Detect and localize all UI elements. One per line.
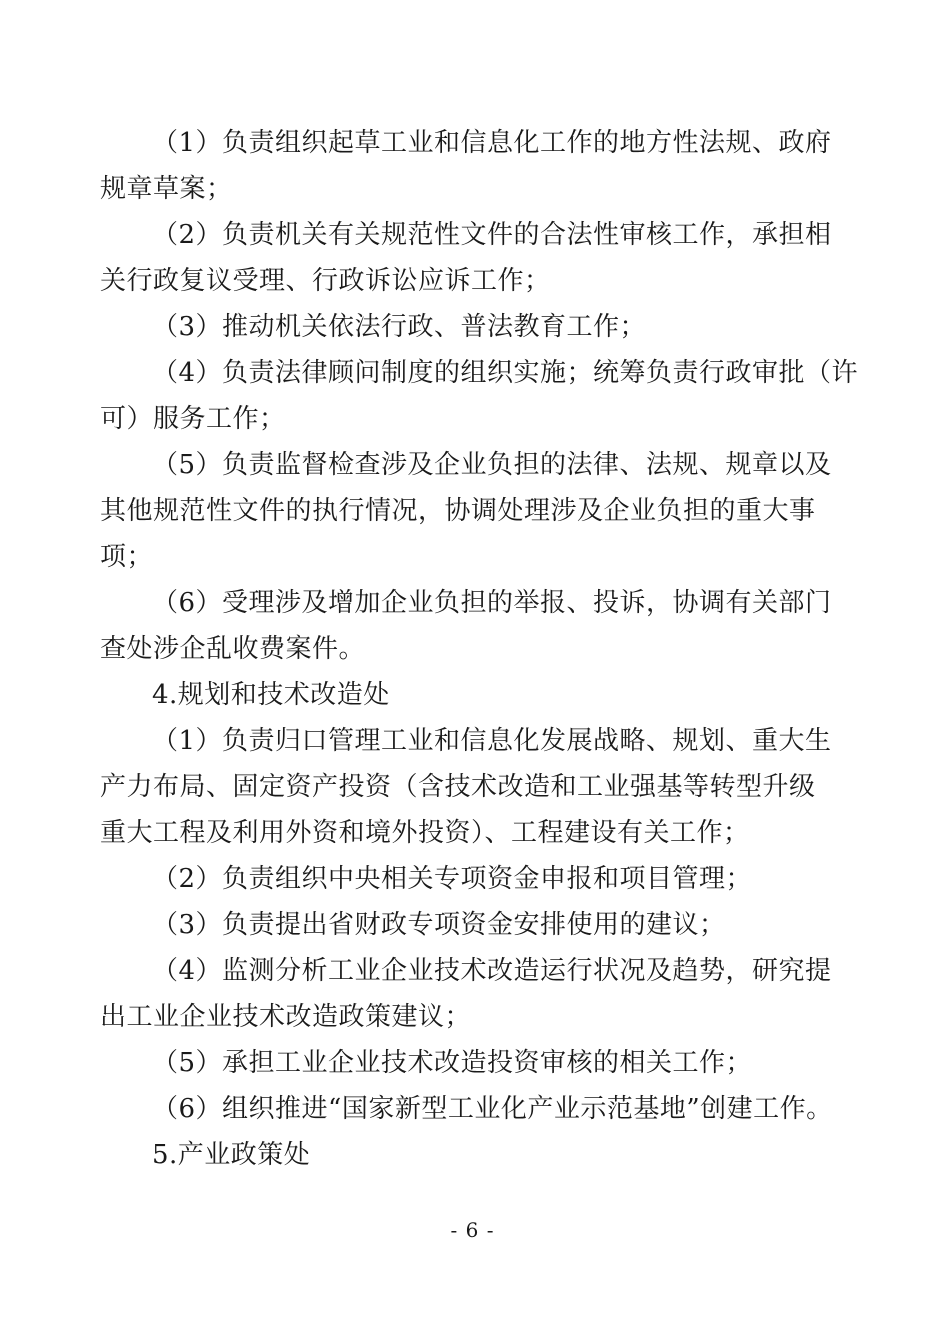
- text-line: 项；: [100, 542, 154, 572]
- text-line: （2）负责组织中央相关专项资金申报和项目管理；: [152, 864, 753, 894]
- text-line: （6）受理涉及增加企业负担的举报、投诉，协调有关部门: [152, 588, 832, 618]
- text-line: （3）负责提出省财政专项资金安排使用的建议；: [152, 910, 726, 940]
- text-line: 产力布局、固定资产投资（含技术改造和工业强基等转型升级: [100, 772, 816, 802]
- text-line: 关行政复议受理、行政诉讼应诉工作；: [100, 266, 551, 296]
- text-line: （6）组织推进“国家新型工业化产业示范基地”创建工作。: [152, 1094, 833, 1124]
- text-line: （4）负责法律顾问制度的组织实施；统筹负责行政审批（许: [152, 358, 859, 388]
- text-line: （1）负责归口管理工业和信息化发展战略、规划、重大生: [152, 726, 832, 756]
- text-line: 其他规范性文件的执行情况，协调处理涉及企业负担的重大事: [100, 496, 816, 526]
- text-line: 查处涉企乱收费案件。: [100, 634, 366, 664]
- text-line: 可）服务工作；: [100, 404, 286, 434]
- text-line: （4）监测分析工业企业技术改造运行状况及趋势，研究提: [152, 956, 832, 986]
- text-line: （2）负责机关有关规范性文件的合法性审核工作，承担相: [152, 220, 832, 250]
- section-heading-line: 5.产业政策处: [152, 1140, 311, 1170]
- text-line: 规章草案；: [100, 174, 233, 204]
- text-line: （5）承担工业企业技术改造投资审核的相关工作；: [152, 1048, 753, 1078]
- page-number: - 6 -: [450, 1218, 495, 1242]
- text-line: 出工业企业技术改造政策建议；: [100, 1002, 472, 1032]
- section-heading-line: 4.规划和技术改造处: [152, 680, 390, 710]
- text-line: （1）负责组织起草工业和信息化工作的地方性法规、政府: [152, 128, 832, 158]
- text-line: 重大工程及利用外资和境外投资）、工程建设有关工作；: [100, 818, 750, 848]
- text-line: （5）负责监督检查涉及企业负担的法律、法规、规章以及: [152, 450, 832, 480]
- document-body: [100, 120, 859, 1178]
- text-line: （3）推动机关依法行政、普法教育工作；: [152, 312, 647, 342]
